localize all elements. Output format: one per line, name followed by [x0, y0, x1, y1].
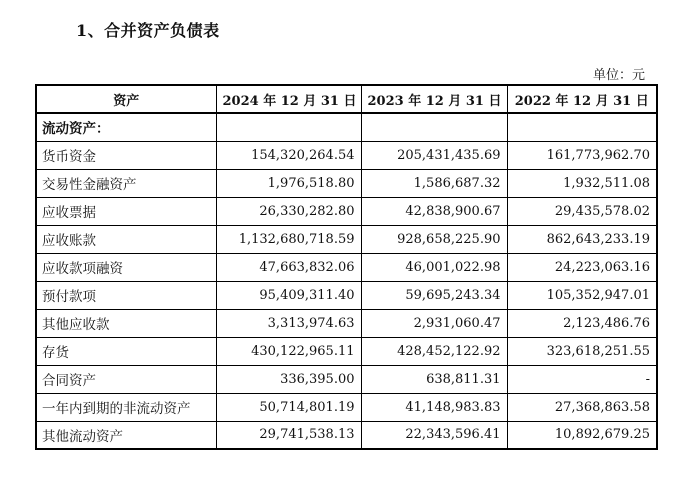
value-2024: 50,714,801.19: [216, 393, 361, 421]
value-2022: -: [507, 365, 657, 393]
row-label: 合同资产: [36, 365, 216, 393]
table-row: [36, 253, 657, 281]
table-row: [36, 337, 657, 365]
value-2023: 205,431,435.69: [361, 141, 507, 169]
value-2023: 46,001,022.98: [361, 253, 507, 281]
section-row: [36, 113, 657, 141]
row-label: 其他应收款: [36, 309, 216, 337]
row-label: 预付款项: [36, 281, 216, 309]
row-label: 应收款项融资: [36, 253, 216, 281]
table-row: [36, 141, 657, 169]
row-label: 货币资金: [36, 141, 216, 169]
unit-label: 单位：元: [592, 68, 645, 83]
table-row: [36, 421, 657, 449]
value-2023: 638,811.31: [361, 365, 507, 393]
table-row: [36, 393, 657, 421]
value-2022: 323,618,251.55: [507, 337, 657, 365]
value-2024: 26,330,282.80: [216, 197, 361, 225]
value-2022: 105,352,947.01: [507, 281, 657, 309]
value-2023: 59,695,243.34: [361, 281, 507, 309]
value-2023: 2,931,060.47: [361, 309, 507, 337]
value-2023: 928,658,225.90: [361, 225, 507, 253]
column-header-2024: 2024 年 12 月 31 日: [216, 85, 361, 113]
row-label: 其他流动资产: [36, 421, 216, 449]
value-2024: 1,976,518.80: [216, 169, 361, 197]
value-2022: 2,123,486.76: [507, 309, 657, 337]
empty-cell: [361, 113, 507, 141]
empty-cell: [507, 113, 657, 141]
table-row: [36, 225, 657, 253]
row-label: 应收账款: [36, 225, 216, 253]
row-label: 交易性金融资产: [36, 169, 216, 197]
value-2024: 95,409,311.40: [216, 281, 361, 309]
section-label: 流动资产：: [36, 113, 216, 141]
value-2024: 154,320,264.54: [216, 141, 361, 169]
value-2022: 27,368,863.58: [507, 393, 657, 421]
value-2024: 47,663,832.06: [216, 253, 361, 281]
column-header-2023: 2023 年 12 月 31 日: [361, 85, 507, 113]
table-row: [36, 309, 657, 337]
section-heading: 1、合并资产负债表: [76, 21, 220, 40]
value-2024: 336,395.00: [216, 365, 361, 393]
value-2024: 29,741,538.13: [216, 421, 361, 449]
value-2023: 22,343,596.41: [361, 421, 507, 449]
value-2022: 1,932,511.08: [507, 169, 657, 197]
value-2024: 1,132,680,718.59: [216, 225, 361, 253]
value-2022: 24,223,063.16: [507, 253, 657, 281]
empty-cell: [216, 113, 361, 141]
value-2022: 29,435,578.02: [507, 197, 657, 225]
value-2023: 41,148,983.83: [361, 393, 507, 421]
value-2023: 1,586,687.32: [361, 169, 507, 197]
value-2024: 3,313,974.63: [216, 309, 361, 337]
column-header-asset: 资产: [36, 85, 216, 113]
balance-sheet-table: [35, 84, 658, 450]
value-2024: 430,122,965.11: [216, 337, 361, 365]
value-2023: 42,838,900.67: [361, 197, 507, 225]
value-2022: 862,643,233.19: [507, 225, 657, 253]
header-row: [36, 85, 657, 113]
row-label: 存货: [36, 337, 216, 365]
value-2023: 428,452,122.92: [361, 337, 507, 365]
row-label: 一年内到期的非流动资产: [36, 393, 216, 421]
table-row: [36, 197, 657, 225]
table-row: [36, 169, 657, 197]
value-2022: 10,892,679.25: [507, 421, 657, 449]
table-row: [36, 281, 657, 309]
value-2022: 161,773,962.70: [507, 141, 657, 169]
table-row: [36, 365, 657, 393]
row-label: 应收票据: [36, 197, 216, 225]
column-header-2022: 2022 年 12 月 31 日: [507, 85, 657, 113]
